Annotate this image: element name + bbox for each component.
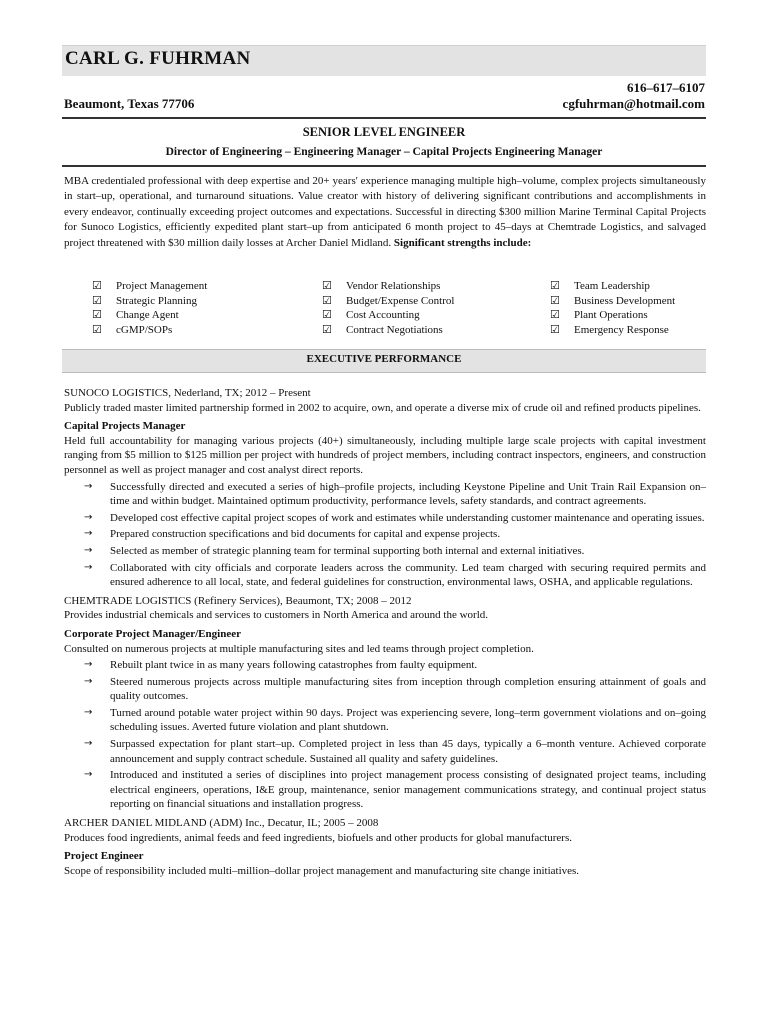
job-title: Project Engineer (64, 850, 144, 863)
list-item: → Successfully directed and executed a series of high–profile projects, including Keystone Pipeline and Unit Train Rail Expansion on–time and within budget. Maintained optimum productivity, performance levels, safety standards, and contract agreements. (84, 480, 706, 508)
skills-column-3 (550, 279, 675, 337)
company-description: Publicly traded master limited partnership formed in 2002 to acquire, own, and operate a diverse mix of crude oil and refined products pipelines. (64, 401, 701, 414)
skill-item: ☑ Emergency Response (550, 322, 669, 336)
summary-text: MBA credentialed professional with deep expertise and 20+ years' experience managing multiple high–volume, complex projects simultaneously in start–up, operational, and turnaround situations. Value creator with history of delivering significant contributions and accomplishments in every endeavor, continually exceeding project outcomes and expectations. Successful in directing $300 million Marine Terminal Capital Projects for Sunoco Logistics, efficiently expedited plant start–up from anticipated 6 month project to 45–days at Chemtrade Logistics, and salvaged project threatened with $30 million daily losses at Archer Daniel Midland. (64, 175, 706, 249)
skill-item: ☑ Budget/Expense Control (322, 293, 455, 307)
job-title: Corporate Project Manager/Engineer (64, 627, 241, 640)
arrow-icon: → (84, 706, 93, 718)
skill-item: ☑ Cost Accounting (322, 308, 420, 321)
arrow-icon: → (84, 480, 93, 492)
skill-item: ☑ Project Management (92, 279, 208, 292)
company-heading: CHEMTRADE LOGISTICS (Refinery Services), Beaumont, TX; 2008 – 2012 (64, 594, 412, 607)
skills-column-2 (322, 279, 454, 337)
email-address: cgfuhrman@hotmail.com (562, 96, 705, 111)
company-description: Produces food ingredients, animal feeds and feed ingredients, biofuels and other products for global manufacturers. (64, 831, 572, 844)
list-item: → Selected as member of strategic planning team for terminal supporting both internal and external initiatives. (84, 544, 585, 557)
headline-subtitle: Director of Engineering – Engineering Manager – Capital Projects Engineering Manager (165, 146, 603, 158)
skill-item: ☑ Business Development (550, 293, 676, 307)
arrow-icon: → (84, 738, 93, 750)
profile-summary (64, 174, 706, 251)
candidate-name: CARL G. FUHRMAN (65, 48, 251, 69)
company-heading: ARCHER DANIEL MIDLAND (ADM) Inc., Decatur, IL; 2005 – 2008 (64, 817, 379, 830)
company-heading: SUNOCO LOGISTICS, Nederland, TX; 2012 – Present (64, 387, 311, 399)
achievement-list (64, 658, 706, 812)
arrow-icon: → (84, 544, 93, 556)
arrow-icon: → (84, 561, 93, 573)
arrow-icon: → (84, 528, 93, 540)
checkbox-icon: ☑ (550, 308, 560, 321)
skill-item: ☑ Team Leadership (550, 279, 650, 292)
skill-item: ☑ Strategic Planning (92, 293, 197, 307)
experience-section (64, 386, 706, 878)
skills-column-1 (92, 279, 207, 337)
achievement-list (64, 480, 706, 590)
headline-divider (62, 165, 706, 167)
checkbox-icon: ☑ (550, 279, 560, 292)
arrow-icon: → (84, 511, 93, 523)
job-title: Capital Projects Manager (64, 420, 186, 433)
checkbox-icon: ☑ (322, 293, 332, 307)
arrow-icon: → (84, 675, 93, 687)
skill-item: ☑ Plant Operations (550, 308, 648, 321)
arrow-icon: → (84, 659, 93, 671)
list-item: → Rebuilt plant twice in as many years following catastrophes from faulty equipment. (84, 659, 478, 672)
strengths-label: Significant strengths include: (393, 236, 532, 249)
checkbox-icon: ☑ (322, 322, 332, 336)
list-item: → Turned around potable water project within 90 days. Project was experiencing severe, long–term government violations and on–going scheduling issues. Averted future violation and plant shutdown. (84, 706, 706, 734)
list-item: → Developed cost effective capital project scopes of work and estimates while understanding customer maintenance and operating issues. (84, 511, 705, 524)
top-divider (62, 117, 706, 119)
checkbox-icon: ☑ (92, 279, 102, 292)
checkbox-icon: ☑ (550, 293, 560, 307)
skill-item: ☑ Change Agent (92, 308, 179, 321)
city-address: Beaumont, Texas 77706 (64, 96, 195, 111)
skill-item: ☑ cGMP/SOPs (92, 322, 173, 336)
checkbox-icon: ☑ (322, 279, 332, 292)
checkbox-icon: ☑ (92, 293, 102, 307)
list-item: → Prepared construction specifications and bid documents for capital and expense projects. (84, 528, 501, 541)
role-summary: Held full accountability for managing various projects (40+) simultaneously, including multiple large scale projects with capital investment ranging from $5 million to $125 million per project with hundreds of project members, including contract inspectors, engineers, and construction personnel as well as project manager and cost analyst direct reports. (64, 434, 706, 476)
list-item: → Surpassed expectation for plant start–up. Completed project in less than 45 days, typically a 6–month venture. Achieved corporate announcement and supply contract schedule. Sustained all quality and safety guidelines. (84, 738, 706, 765)
checkbox-icon: ☑ (322, 308, 332, 321)
list-item: → Introduced and instituted a series of disciplines into project management process consisting of designated project teams, including electrical engineers, operations, I&E group, maintenance, senior management communications strategy, and continual project status reporting on financial situations and installation progress. (84, 769, 706, 811)
list-item: → Steered numerous projects across multiple manufacturing sites from inception through completion ensuring attainment of goals and quality outcomes. (84, 675, 706, 703)
list-item: → Collaborated with city officials and corporate leaders across the community. Led team charged with securing required permits and ensured adherence to all local, state, and federal guidelines for construction, environmental laws, OSHA, and applicable regulations. (84, 561, 706, 589)
skill-item: ☑ Vendor Relationships (322, 279, 441, 292)
role-summary: Consulted on numerous projects at multiple manufacturing sites and led teams through project completion. (64, 642, 534, 655)
checkbox-icon: ☑ (550, 322, 560, 336)
checkbox-icon: ☑ (92, 322, 102, 336)
skill-item: ☑ Contract Negotiations (322, 322, 443, 336)
phone-number: 616–617–6107 (627, 80, 705, 95)
company-description: Provides industrial chemicals and services to customers in North America and around the world. (64, 609, 489, 622)
arrow-icon: → (84, 769, 93, 781)
section-title: EXECUTIVE PERFORMANCE (306, 353, 462, 365)
headline-title: SENIOR LEVEL ENGINEER (302, 125, 466, 139)
checkbox-icon: ☑ (92, 308, 102, 321)
role-summary: Scope of responsibility included multi–million–dollar project management and manufacturing site change initiatives. (64, 864, 580, 877)
